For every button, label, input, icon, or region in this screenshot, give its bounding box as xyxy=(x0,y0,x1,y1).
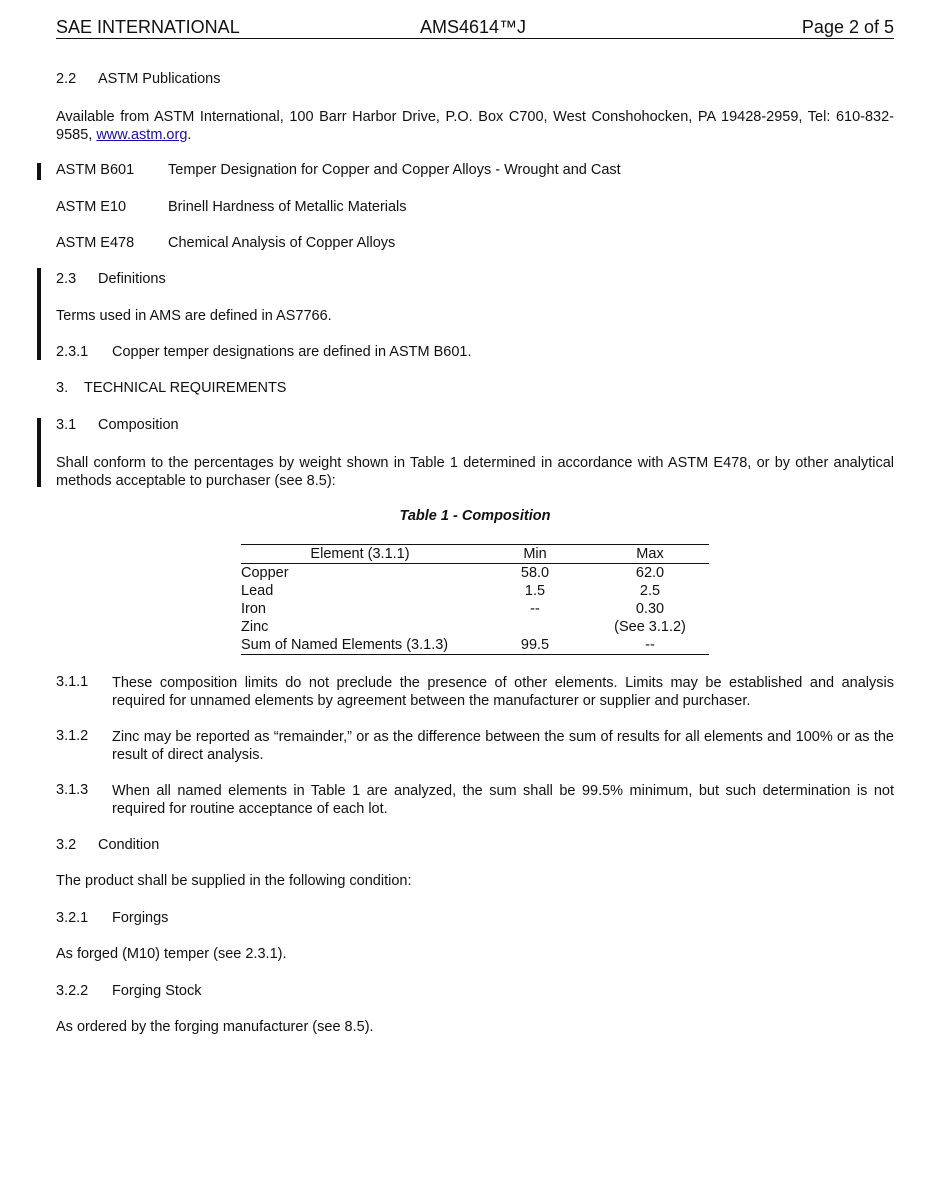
table-header-row xyxy=(241,545,709,564)
table-cell: 2.5 xyxy=(639,583,661,599)
table-cell: -- xyxy=(645,637,655,653)
astm-availability xyxy=(56,108,894,144)
section-number: 2.2 xyxy=(56,71,77,87)
section-title: Definitions xyxy=(98,271,166,287)
astm-address: Available from ASTM International, 100 Barr Harbor Drive, P.O. Box C700, West Conshohocken, PA 19428-2959, Tel: 610-832-9585, xyxy=(56,109,894,143)
section-title: Forging Stock xyxy=(112,983,202,999)
table-cell: Lead xyxy=(241,583,274,599)
table-cell: (See 3.1.2) xyxy=(614,619,686,635)
ref-code: ASTM B601 xyxy=(56,162,135,178)
section-number: 3.2.2 xyxy=(56,983,89,999)
table-header-cell: Max xyxy=(636,546,664,562)
section-title: Condition xyxy=(98,837,160,853)
ref-title: Chemical Analysis of Copper Alloys xyxy=(168,235,396,251)
section-number: 2.3.1 xyxy=(56,344,89,360)
section-title: ASTM Publications xyxy=(98,71,221,87)
forging-stock-text: As ordered by the forging manufacturer (see 8.5). xyxy=(56,1019,374,1035)
section-title: Forgings xyxy=(112,910,169,926)
header-doc-number: AMS4614™J xyxy=(420,17,527,37)
section-title: TECHNICAL REQUIREMENTS xyxy=(84,380,287,396)
ref-title: Brinell Hardness of Metallic Materials xyxy=(168,199,407,215)
section-number: 3.1.1 xyxy=(56,674,89,690)
table-row xyxy=(241,636,709,654)
change-bar xyxy=(37,163,41,180)
section-number: 3.1 xyxy=(56,417,77,433)
section-number: 3.2.1 xyxy=(56,910,89,926)
table-row xyxy=(241,600,709,618)
table-row xyxy=(241,618,709,636)
change-bar xyxy=(37,418,41,487)
table-cell: 0.30 xyxy=(635,601,665,617)
section-number: 3.1.3 xyxy=(56,782,89,798)
section-text: Zinc may be reported as “remainder,” or as the difference between the sum of results for all elements and 100% or as the result of direct analysis. xyxy=(112,729,894,763)
header-page-number: Page 2 of 5 xyxy=(801,17,894,37)
composition-table xyxy=(241,544,709,655)
ref-code: ASTM E10 xyxy=(56,199,127,215)
forgings-text: As forged (M10) temper (see 2.3.1). xyxy=(56,946,287,962)
ref-title: Temper Designation for Copper and Copper Alloys - Wrought and Cast xyxy=(168,162,621,178)
ref-code: ASTM E478 xyxy=(56,235,135,251)
table-cell: 1.5 xyxy=(524,583,546,599)
section-title: Composition xyxy=(98,417,179,433)
change-bar xyxy=(37,268,41,360)
table-row xyxy=(241,582,709,600)
section-number: 2.3 xyxy=(56,271,77,287)
table-cell: -- xyxy=(530,601,540,617)
condition-text: The product shall be supplied in the following condition: xyxy=(56,873,412,889)
table-cell: Zinc xyxy=(241,619,269,635)
table-row xyxy=(241,564,709,582)
section-number: 3.1.2 xyxy=(56,728,89,744)
page-header xyxy=(56,17,894,39)
table-cell: 58.0 xyxy=(520,565,550,581)
section-text: These composition limits do not preclude the presence of other elements. Limits may be established and analysis required for unnamed elements by agreement between the manufacturer or supplier and purchaser. xyxy=(112,675,894,709)
astm-period: . xyxy=(187,127,192,143)
definitions-text: Terms used in AMS are defined in AS7766. xyxy=(56,308,332,324)
section-number: 3.2 xyxy=(56,837,77,853)
table-cell: Iron xyxy=(241,601,266,617)
section-text: Copper temper designations are defined in ASTM B601. xyxy=(112,344,472,360)
table-caption: Table 1 - Composition xyxy=(399,508,551,524)
composition-text: Shall conform to the percentages by weight shown in Table 1 determined in accordance with ASTM E478, or by other analytical methods acceptable to purchaser (see 8.5): xyxy=(56,455,894,489)
section-number: 3. xyxy=(56,380,69,396)
section-text: When all named elements in Table 1 are analyzed, the sum shall be 99.5% minimum, but such determination is not required for routine acceptance of each lot. xyxy=(112,783,894,817)
table-header-cell: Min xyxy=(523,546,547,562)
table-cell: Copper xyxy=(241,565,289,581)
table-cell: 62.0 xyxy=(635,565,665,581)
table-cell: Sum of Named Elements (3.1.3) xyxy=(241,637,449,653)
header-org: SAE INTERNATIONAL xyxy=(56,17,240,37)
astm-link[interactable]: www.astm.org xyxy=(96,127,188,143)
table-header-cell: Element (3.1.1) xyxy=(310,546,410,562)
table-cell: 99.5 xyxy=(520,637,550,653)
